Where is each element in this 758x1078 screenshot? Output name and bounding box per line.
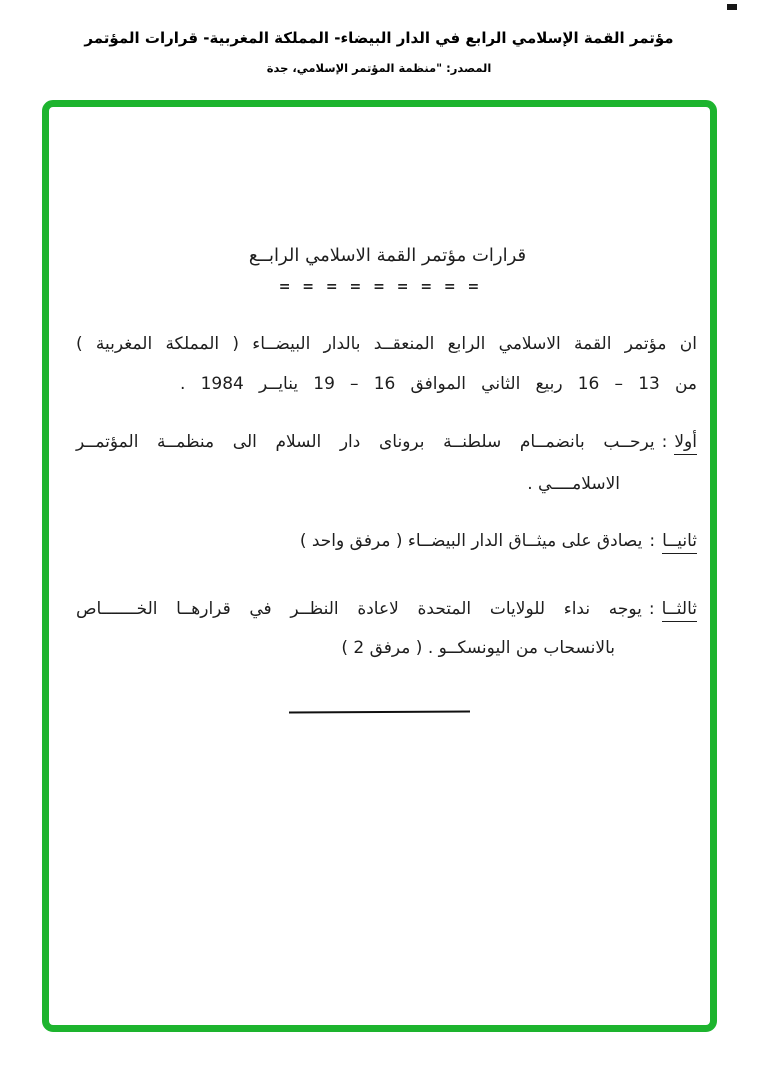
section-second-line-1 [300, 528, 697, 554]
intro-line-2: من 13 – 16 ربيع الثاني الموافق 16 – 19 ينايــر 1984 . [180, 374, 698, 394]
scan-artifact-mark [727, 4, 737, 10]
section-first-label: أولا [674, 432, 697, 455]
section-third-line-1 [76, 596, 697, 622]
section-first-line-1 [76, 429, 697, 455]
title-underline-equals: = = = = = = = = = [278, 279, 481, 295]
section-third-colon: : [648, 599, 655, 619]
section-first-line-2: الاسلامــــي . [527, 474, 620, 494]
section-first-text: يرحــب بانضمــام سلطنــة بروناى دار السلام الى منظمــة المؤتمــر [76, 432, 655, 452]
section-third-text: يوجه نداء للولايات المتحدة لاعادة النظــر في قرارهــا الخـــــــاص [76, 599, 642, 619]
section-second-label: ثانيــا [662, 531, 697, 554]
green-border-frame [42, 100, 717, 1032]
section-third-line-2: بالانسحاب من اليونسكــو . ( مرفق 2 ) [341, 638, 615, 658]
section-second-text: يصادق على ميثــاق الدار البيضــاء ( مرفق واحد ) [299, 531, 643, 551]
section-first-colon: : [661, 432, 668, 452]
document-header-title: مؤتمر القمة الإسلامي الرابع في الدار البيضاء- المملكة المغربية- قرارات المؤتمر [84, 29, 674, 47]
section-third-label: ثالثــا [662, 599, 697, 622]
document-header-source: المصدر: "منظمة المؤتمر الإسلامي، جدة [266, 61, 492, 75]
section-second-colon: : [649, 531, 656, 551]
resolutions-title: قرارات مؤتمر القمة الاسلامي الرابــع [248, 245, 527, 266]
intro-line-1: ان مؤتمر القمة الاسلامي الرابع المنعقــد بالدار البيضــاء ( المملكة المغربية ) [76, 334, 697, 354]
